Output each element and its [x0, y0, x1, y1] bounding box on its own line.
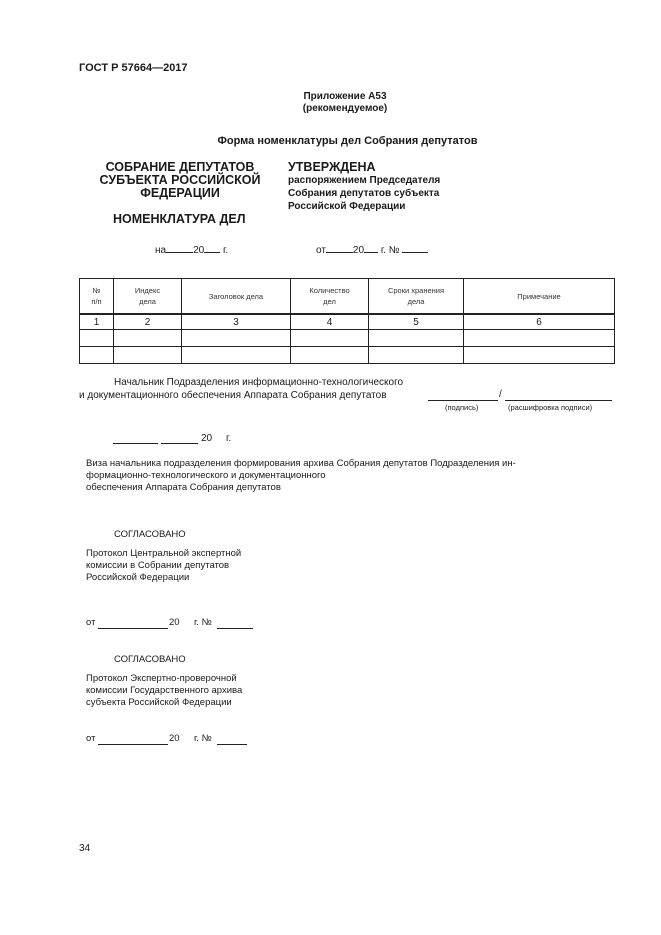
approved-date-blank[interactable]: [326, 242, 353, 253]
table-cell[interactable]: [464, 330, 615, 347]
agreed-2-from: от: [86, 733, 96, 744]
date-suffix: г.: [223, 245, 229, 256]
table-row: [80, 347, 615, 364]
col-number-4: 4: [291, 314, 369, 330]
agreed-1-date-line[interactable]: [98, 628, 168, 629]
agreed-1-year: 20: [169, 617, 180, 628]
nomenclature-date: [155, 242, 228, 256]
table-cell[interactable]: [182, 330, 291, 347]
chief-line-2: и документационного обеспечения Аппарата Собрания депутатов: [79, 390, 387, 401]
agreed-2-line-2: комиссии Государственного архива: [86, 685, 243, 696]
approved-date: [316, 242, 428, 256]
approved-line-1: распоряжением Председателя: [288, 175, 441, 186]
org-line-3: ФЕДЕРАЦИИ: [140, 186, 220, 200]
table-cell[interactable]: [291, 347, 369, 364]
col-number-1: 1: [80, 314, 114, 330]
chief-line-1: Начальник Подразделения информационно-технологического: [114, 377, 404, 388]
nomenclature-table: [79, 278, 615, 364]
agreed-1-title: СОГЛАСОВАНО: [114, 529, 186, 540]
org-line-2: СУБЪЕКТА РОССИЙСКОЙ: [99, 173, 261, 187]
decode-label: (расшифровка подписи): [508, 403, 593, 412]
agreed-2-line-1: Протокол Экспертно-проверочной: [86, 673, 237, 684]
header-number: № п/п: [80, 279, 114, 315]
header-index: Индекс дела: [114, 279, 182, 315]
standard-number: ГОСТ Р 57664—2017: [79, 62, 188, 74]
header-note: Примечание: [464, 279, 615, 315]
table-cell[interactable]: [80, 347, 114, 364]
table-header-row: [80, 279, 615, 315]
agreed-1-from: от: [86, 617, 96, 628]
chief-date-day-line[interactable]: [113, 443, 158, 444]
appendix-title: Приложение А53: [303, 91, 387, 102]
approved-line-2: Собрания депутатов субъекта: [288, 188, 440, 199]
table-number-row: [80, 314, 615, 330]
approved-label: УТВЕРЖДЕНА: [288, 160, 376, 174]
page-number: 34: [79, 843, 91, 854]
signature-label: (подпись): [445, 403, 479, 412]
agreed-2-number-line[interactable]: [217, 744, 247, 745]
visa-line-2: формационно-технологического и документационного: [86, 470, 326, 481]
col-number-3: 3: [182, 314, 291, 330]
visa-line-1: Виза начальника подразделения формирования архива Собрания депутатов Подразделения ин-: [86, 458, 516, 469]
agreed-2-g-no: г. №: [194, 733, 212, 744]
agreed-1-line-2: комиссии в Собрании депутатов: [86, 560, 230, 571]
year-blank[interactable]: [204, 242, 220, 253]
visa-line-3: обеспечения Аппарата Собрания депутатов: [86, 482, 281, 493]
header-retention: Сроки хранения дела: [369, 279, 464, 315]
agreed-2-title: СОГЛАСОВАНО: [114, 654, 186, 665]
nomenclature-title: НОМЕНКЛАТУРА ДЕЛ: [113, 212, 246, 226]
agreed-2-date-line[interactable]: [98, 744, 168, 745]
form-title: Форма номенклатуры дел Собрания депутатов: [217, 135, 478, 147]
date-blank[interactable]: [166, 242, 193, 253]
table-cell[interactable]: [114, 347, 182, 364]
chief-g: г.: [226, 433, 232, 444]
table-cell[interactable]: [369, 347, 464, 364]
header-quantity: Количество дел: [291, 279, 369, 315]
approved-number-blank[interactable]: [402, 242, 428, 253]
col-number-5: 5: [369, 314, 464, 330]
agreed-1-line-1: Протокол Центральной экспертной: [86, 548, 242, 559]
table-cell[interactable]: [369, 330, 464, 347]
agreed-2-line-3: субъекта Российской Федерации: [86, 697, 232, 708]
header-case-title: Заголовок дела: [182, 279, 291, 315]
date-year: 20: [193, 245, 205, 256]
table-cell[interactable]: [464, 347, 615, 364]
agreed-1-line-3: Российской Федерации: [86, 572, 190, 583]
appendix-type: (рекомендуемое): [302, 103, 388, 114]
agreed-2-year: 20: [169, 733, 180, 744]
org-line-1: СОБРАНИЕ ДЕПУТАТОВ: [105, 160, 255, 174]
approved-year: 20: [352, 245, 365, 256]
signature-line[interactable]: [428, 400, 498, 401]
chief-date-month-line[interactable]: [161, 443, 198, 444]
decode-line[interactable]: [505, 400, 612, 401]
approved-year-blank[interactable]: [364, 242, 378, 253]
col-number-2: 2: [114, 314, 182, 330]
agreed-1-number-line[interactable]: [217, 628, 253, 629]
date-prefix: на: [155, 245, 167, 256]
chief-year: 20: [201, 433, 213, 444]
table-cell[interactable]: [114, 330, 182, 347]
approved-g-no: г. №: [380, 245, 400, 256]
approved-line-3: Российской Федерации: [288, 201, 406, 212]
signature-slash: /: [499, 389, 502, 400]
table-cell[interactable]: [80, 330, 114, 347]
table-row: [80, 330, 615, 347]
table-cell[interactable]: [291, 330, 369, 347]
approved-from: от: [316, 245, 326, 256]
agreed-1-g-no: г. №: [194, 617, 212, 628]
col-number-6: 6: [464, 314, 615, 330]
table-cell[interactable]: [182, 347, 291, 364]
